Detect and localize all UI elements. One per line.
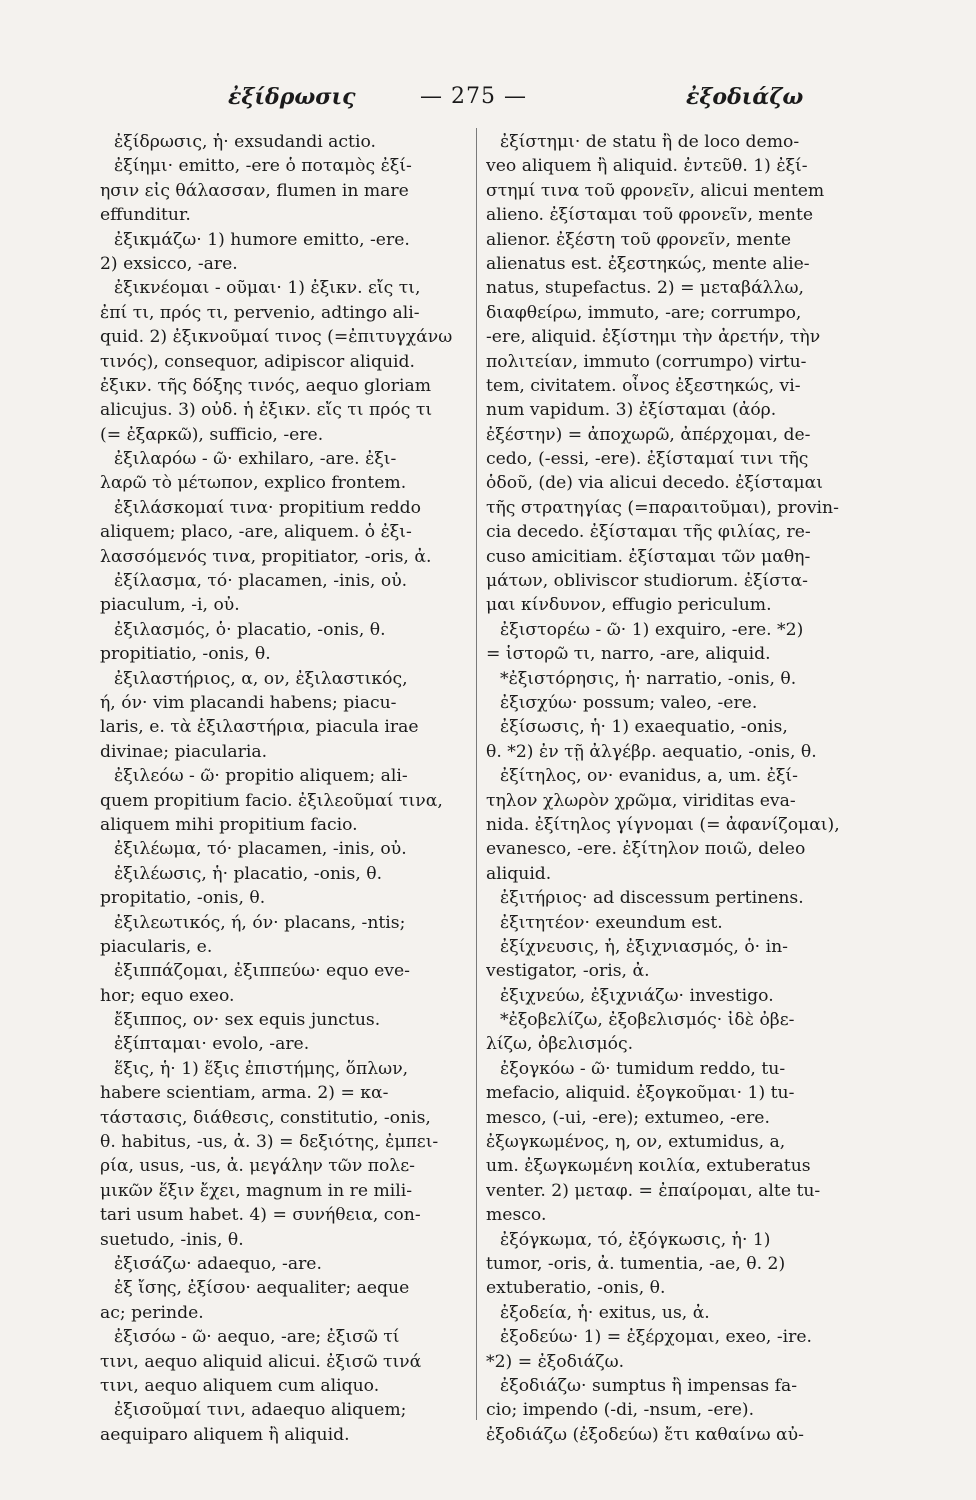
dictionary-line: ἐξίστημι· de statu ἢ de loco demo- [500, 132, 800, 152]
dictionary-line: ἐξικνέομαι - οῦμαι· 1) ἐξικν. εἴς τι, [114, 278, 421, 299]
dictionary-line: ἐξοδιάζω (ἐξοδεύω) ἔτι καθαίνω αὐ- [486, 1424, 804, 1445]
dictionary-line: ἐξιλαρόω - ῶ· exhilaro, -are. ἐξι- [114, 449, 397, 470]
dictionary-line: cia decedo. ἐξίσταμαι τῆς φιλίας, re- [486, 522, 811, 543]
dictionary-line: ἐξίδρωσις, ἡ· exsudandi actio. [114, 132, 376, 152]
dictionary-line: ἐξιλασμός, ὁ· placatio, -onis, θ. [114, 619, 386, 640]
dictionary-line: ἐξικν. τῆς δόξης τινός, aequo gloriam [100, 375, 431, 396]
dictionary-line: vestigator, -oris, ἀ. [486, 961, 650, 982]
dictionary-line: habere scientiam, arma. 2) = κα- [100, 1083, 389, 1104]
dictionary-line: ἐξωγκωμένος, η, ον, extumidus, a, [486, 1132, 786, 1153]
dictionary-line: διαφθείρω, immuto, -are; corrumpo, [486, 302, 802, 323]
dictionary-line: -ere, aliquid. ἐξίστημι τὴν ἀρετήν, τὴν [486, 327, 821, 348]
right-column [486, 130, 860, 1447]
dictionary-line: ή, όν· vim placandi habens; piacu- [100, 692, 397, 713]
dictionary-line: tari usum habet. 4) = συνήθεια, con- [100, 1205, 421, 1226]
dictionary-line: aequiparo aliquem ἢ aliquid. [100, 1424, 350, 1445]
dictionary-line: propitiatio, -onis, θ. [100, 644, 271, 665]
dictionary-line: ἕξις, ἡ· 1) ἕξις ἐπιστήμης, ὅπλων, [114, 1058, 409, 1079]
dictionary-line: extuberatio, -onis, θ. [486, 1278, 666, 1299]
dictionary-line: ἐξιλεωτικός, ή, όν· placans, -ntis; [114, 912, 406, 933]
header-right-word: ἐξοδιάζω [686, 84, 804, 110]
dictionary-line: alienatus est. ἐξεστηκώς, mente alie- [486, 253, 810, 274]
dictionary-line: ἐξιχνεύω, ἐξιχνιάζω· investigo. [500, 985, 774, 1006]
dictionary-line: ἐπί τι, πρός τι, pervenio, adtingo ali- [100, 302, 420, 323]
dictionary-line: (= ἐξαρκῶ), sufficio, -ere. [100, 424, 324, 445]
dictionary-line: ἔξιππος, ον· sex equis junctus. [114, 1010, 381, 1031]
dictionary-line: evanesco, -ere. ἐξίτηλον ποιῶ, deleo [486, 839, 806, 860]
dictionary-line: ὁδοῦ, (de) via alicui decedo. ἐξίσταμαι [486, 473, 824, 494]
dictionary-line: quem propitium facio. ἐξιλεοῦμαί τινα, [100, 790, 443, 811]
dictionary-line: propitatio, -onis, θ. [100, 888, 266, 909]
dictionary-line: = ἱστορῶ τι, narro, -are, aliquid. [486, 644, 771, 665]
column-divider [476, 128, 477, 1420]
dictionary-line: ἐξιλάσκομαί τινα· propitium reddo [114, 497, 421, 518]
dictionary-line: ἐξοδεύω· 1) = ἐξέρχομαι, exeo, -ire. [500, 1327, 813, 1348]
dictionary-line: μαι κίνδυνον, effugio periculum. [486, 595, 772, 616]
dictionary-line: tem, civitatem. οἶνος ἐξεστηκώς, vi- [486, 375, 801, 396]
dictionary-line: ἐξιστορέω - ῶ· 1) exquiro, -ere. *2) [500, 619, 804, 640]
dictionary-line: mefacio, aliquid. ἐξογκοῦμαι· 1) tu- [486, 1083, 795, 1104]
dictionary-line: θ. *2) ἐν τῇ ἀλγέβρ. aequatio, -onis, θ. [486, 741, 817, 762]
dictionary-line: τινι, aequo aliquem cum aliquo. [100, 1375, 380, 1396]
dictionary-line: piaculum, -i, οὐ. [100, 595, 240, 616]
dictionary-line: μάτων, obliviscor studiorum. ἐξίστα- [486, 571, 808, 592]
dictionary-line: aliquem mihi propitium facio. [100, 814, 358, 835]
dictionary-line: num vapidum. 3) ἐξίσταμαι (ἀόρ. [486, 400, 777, 421]
dictionary-line: ρία, usus, -us, ἀ. μεγάλην τῶν πολε- [100, 1156, 415, 1177]
dictionary-line: ἐξισχύω· possum; valeo, -ere. [500, 692, 758, 713]
dictionary-line: ἐξιτήριος· ad discessum pertinens. [500, 888, 804, 909]
dictionary-line: τινός), consequor, adipiscor aliquid. [100, 351, 416, 372]
dictionary-line: τάστασις, διάθεσις, constitutio, -onis, [100, 1107, 431, 1128]
dictionary-line: λαρῶ τὸ μέτωπον, explico frontem. [100, 473, 407, 494]
dictionary-line: λασσόμενός τινα, propitiator, -oris, ἀ. [100, 546, 432, 567]
header-left-word: ἐξίδρωσις [228, 84, 356, 110]
dictionary-line: ac; perinde. [100, 1302, 204, 1323]
dictionary-line: ἐξ ἴσης, ἐξίσου· aequaliter; aeque [114, 1278, 410, 1299]
dictionary-line: στημί τινα τοῦ φρονεῖν, alicui mentem [486, 180, 825, 201]
dictionary-line: *ἐξιστόρησις, ἡ· narratio, -onis, θ. [500, 668, 797, 689]
dictionary-line: mesco. [486, 1205, 547, 1226]
dictionary-line: ἐξισόω - ῶ· aequo, -are; ἐξισῶ τί [114, 1327, 400, 1348]
dictionary-line: μικῶν ἕξιν ἔχει, magnum in re mili- [100, 1180, 413, 1201]
dictionary-line: ἐξίπταμαι· evolo, -are. [114, 1034, 310, 1055]
dictionary-line: ἐξικμάζω· 1) humore emitto, -ere. [114, 229, 410, 250]
dictionary-line: piacularis, e. [100, 936, 213, 957]
dictionary-line: veo aliquem ἢ aliquid. ἐντεῦθ. 1) ἐξί- [486, 156, 808, 177]
dictionary-line: τῆς στρατηγίας (=παραιτοῦμαι), provin- [486, 497, 839, 518]
dictionary-line: mesco, (-ui, -ere); extumeo, -ere. [486, 1107, 770, 1128]
dictionary-line: ἐξογκόω - ῶ· tumidum reddo, tu- [500, 1058, 786, 1079]
dictionary-line: effunditur. [100, 205, 191, 226]
dictionary-line: ἐξοδεία, ἡ· exitus, us, ἀ. [500, 1302, 710, 1323]
dictionary-line: ησιν εἰς θάλασσαν, flumen in mare [100, 180, 409, 201]
left-column [100, 130, 466, 1447]
dictionary-line: divinae; piacularia. [100, 741, 268, 762]
dictionary-line: πολιτείαν, immuto (corrumpo) virtu- [486, 351, 807, 372]
dictionary-line: ἐξίτηλος, ον· evanidus, a, um. ἐξί- [500, 766, 798, 787]
dictionary-line: laris, e. τὰ ἐξιλαστήρια, piacula irae [100, 717, 419, 738]
dictionary-line: ἐξέστην) = ἀποχωρῶ, ἀπέρχομαι, de- [486, 424, 811, 445]
dictionary-line: alienor. ἐξέστη τοῦ φρονεῖν, mente [486, 229, 792, 250]
dictionary-line: τηλον χλωρὸν χρῶμα, viriditas eva- [486, 790, 796, 811]
dictionary-line: quid. 2) ἐξικνοῦμαί τινος (=ἐπιτυγχάνω [100, 327, 453, 348]
dictionary-line: ἐξοδιάζω· sumptus ἢ impensas fa- [500, 1375, 798, 1396]
dictionary-line: cedo, (-essi, -ere). ἐξίσταμαί τινι τῆς [486, 449, 809, 470]
dictionary-line: ἐξισοῦμαί τινι, adaequo aliquem; [114, 1400, 407, 1421]
dictionary-line: ἐξόγκωμα, τό, ἐξόγκωσις, ἡ· 1) [500, 1229, 771, 1250]
dictionary-line: *ἐξοβελίζω, ἐξοβελισμός· ἰδὲ ὀβε- [500, 1010, 795, 1031]
dictionary-line: aliquem; placo, -are, aliquem. ὁ ἐξι- [100, 522, 412, 543]
dictionary-line: λίζω, ὀβελισμός. [486, 1034, 634, 1055]
dictionary-line: natus, stupefactus. 2) = μεταβάλλω, [486, 278, 804, 299]
dictionary-line: alicujus. 3) οὐδ. ἡ ἐξικν. εἴς τι πρός τι [100, 400, 433, 421]
dictionary-line: 2) exsicco, -are. [100, 253, 238, 274]
dictionary-line: suetudo, -inis, θ. [100, 1229, 244, 1250]
dictionary-line: venter. 2) μεταφ. = ἐπαίρομαι, alte tu- [486, 1180, 821, 1201]
dictionary-line: *2) = ἐξοδιάζω. [486, 1351, 625, 1372]
dictionary-line: nida. ἐξίτηλος γίγνομαι (= ἀφανίζομαι), [486, 814, 840, 835]
dictionary-line: cuso amicitiam. ἐξίσταμαι τῶν μαθη- [486, 546, 811, 567]
dictionary-line: aliquid. [486, 863, 552, 884]
dictionary-line: ἐξίημι· emitto, -ere ὁ ποταμὸς ἐξί- [114, 156, 412, 177]
dictionary-line: ἐξιππάζομαι, ἐξιππεύω· equo eve- [114, 961, 410, 982]
dictionary-line: ἐξιλεόω - ῶ· propitio aliquem; ali- [114, 766, 408, 787]
dictionary-line: ἐξίλασμα, τό· placamen, -inis, οὐ. [114, 571, 408, 592]
page-number: — 275 — [420, 84, 527, 109]
dictionary-line: τινι, aequo aliquid alicui. ἐξισῶ τινά [100, 1351, 422, 1372]
dictionary-line: ἐξισάζω· adaequo, -are. [114, 1253, 322, 1274]
dictionary-line: ἐξιλέωμα, τό· placamen, -inis, οὐ. [114, 839, 407, 860]
dictionary-line: ἐξιτητέον· exeundum est. [500, 912, 723, 933]
dictionary-line: θ. habitus, -us, ἀ. 3) = δεξιότης, ἐμπει- [100, 1132, 439, 1153]
dictionary-line: cio; impendo (-di, -nsum, -ere). [486, 1400, 755, 1421]
dictionary-line: ἐξίχνευσις, ἡ, ἐξιχνιασμός, ὁ· in- [500, 936, 788, 957]
dictionary-line: um. ἐξωγκωμένη κοιλία, extuberatus [486, 1156, 811, 1177]
dictionary-line: ἐξιλαστήριος, α, ον, ἐξιλαστικός, [114, 668, 408, 689]
dictionary-line: ἐξίσωσις, ἡ· 1) exaequatio, -onis, [500, 717, 788, 738]
dictionary-line: ἐξιλέωσις, ἡ· placatio, -onis, θ. [114, 863, 383, 884]
dictionary-line: alieno. ἐξίσταμαι τοῦ φρονεῖν, mente [486, 205, 814, 226]
dictionary-line: tumor, -oris, ἀ. tumentia, -ae, θ. 2) [486, 1253, 786, 1274]
dictionary-line: hor; equo exeo. [100, 985, 235, 1006]
